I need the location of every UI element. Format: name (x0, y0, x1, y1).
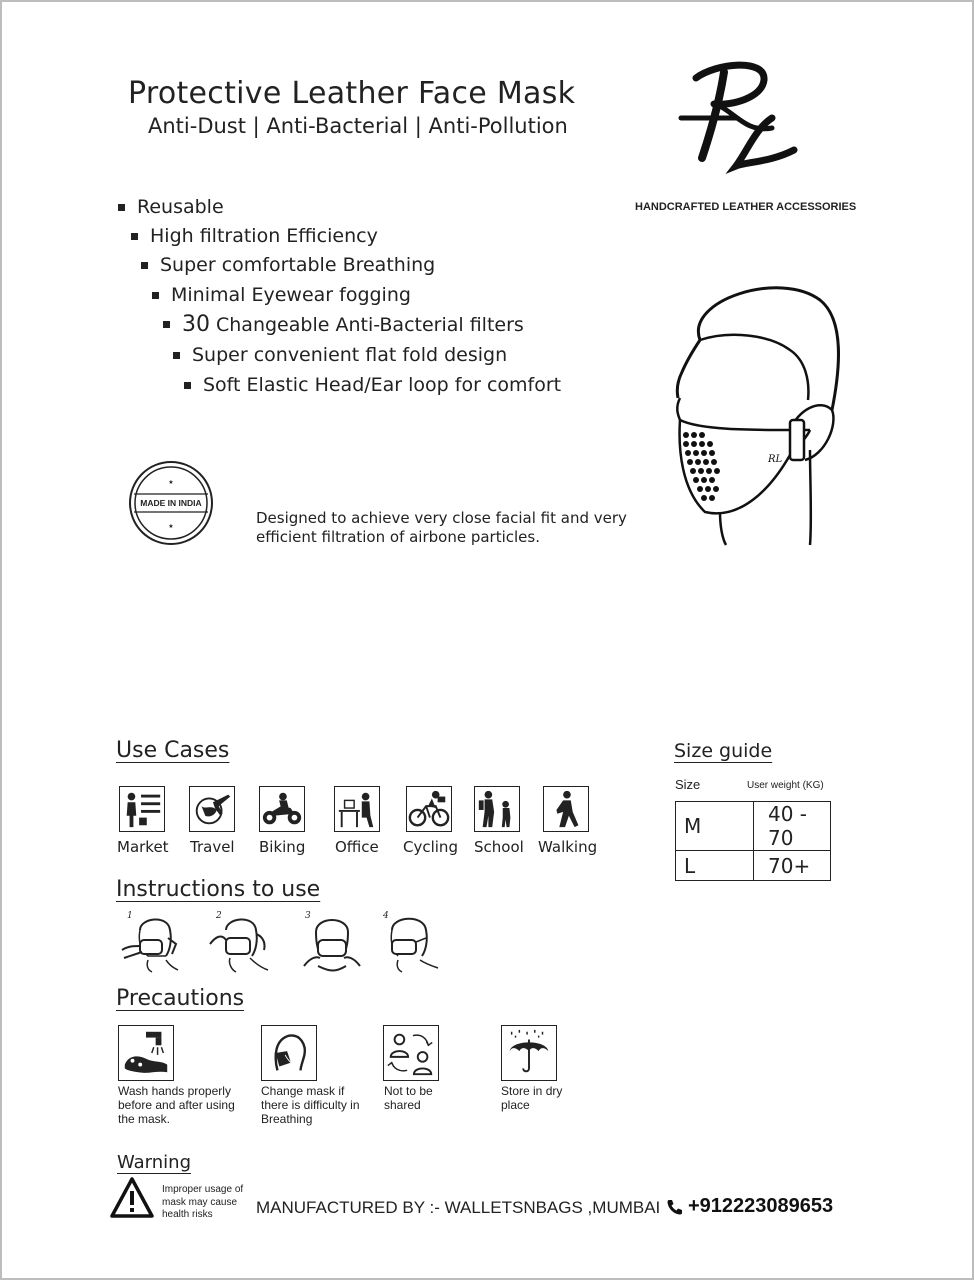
bullet-square-icon (131, 233, 138, 240)
phone-contact (666, 1195, 833, 1218)
instructions-heading: Instructions to use (116, 877, 321, 902)
use-case-label: Walking (538, 838, 598, 856)
feature-text: High filtration Efficiency (150, 225, 378, 247)
no-sharing-icon (383, 1025, 439, 1081)
brand-logo (676, 58, 806, 178)
feature-item (184, 374, 561, 396)
page-subtitle: Anti-Dust | Anti-Bacterial | Anti-Pollution (148, 114, 568, 138)
svg-text:★: ★ (168, 479, 174, 486)
feature-text: Changeable Anti-Bacterial filters (216, 313, 524, 336)
precaution-text: Wash hands properly before and after using the mask. (118, 1084, 235, 1126)
market-icon (119, 786, 165, 832)
use-case-label: Office (335, 838, 379, 856)
weight-cell: 40 - 70 (754, 802, 831, 851)
size-guide-heading: Size guide (674, 740, 773, 762)
feature-text: Super comfortable Breathing (160, 254, 436, 276)
svg-text:RL: RL (768, 454, 783, 465)
manufacturer-text: MANUFACTURED BY :- WALLETSNBAGS ,MUMBAI (256, 1198, 661, 1217)
table-row (676, 802, 831, 851)
step-number: 3 (305, 911, 311, 921)
page-title: Protective Leather Face Mask (128, 76, 576, 111)
use-cases-heading: Use Cases (116, 738, 230, 763)
feature-item (152, 284, 411, 306)
warning-triangle-icon (110, 1176, 154, 1220)
feature-item (131, 225, 378, 247)
feature-item (163, 312, 524, 337)
wash-hands-icon (118, 1025, 174, 1081)
weight-cell: 70+ (754, 851, 831, 881)
precaution-text: Change mask if there is difficulty in Breathing (261, 1084, 360, 1126)
face-mask-illustration (660, 280, 850, 550)
cycling-icon (406, 786, 452, 832)
biking-icon (259, 786, 305, 832)
use-case-label: School (474, 838, 524, 856)
made-in-india-seal (128, 460, 214, 546)
feature-text: Minimal Eyewear fogging (171, 284, 411, 306)
size-cell: M (676, 802, 754, 851)
step-number: 2 (216, 911, 222, 921)
phone-icon (666, 1198, 684, 1216)
bullet-square-icon (152, 292, 159, 299)
bullet-square-icon (118, 204, 125, 211)
instruction-step-2-icon (206, 910, 270, 974)
step-number: 1 (127, 911, 133, 921)
precautions-heading: Precautions (116, 986, 245, 1011)
phone-number: +912223089653 (688, 1195, 834, 1217)
size-column-header: Size (675, 777, 701, 792)
bullet-square-icon (141, 262, 148, 269)
description-text: Designed to achieve very close facial fit and very efficient filtration of airbone particles. (256, 509, 627, 546)
table-row (676, 851, 831, 881)
warning-heading: Warning (117, 1152, 192, 1173)
brand-tagline: HANDCRAFTED LEATHER ACCESSORIES (635, 201, 857, 213)
bullet-square-icon (163, 321, 170, 328)
warning-text: Improper usage of mask may cause health risks (162, 1184, 244, 1220)
use-case-label: Cycling (403, 838, 458, 856)
use-case-label: Market (117, 838, 169, 856)
weight-column-header: User weight (KG) (747, 780, 824, 791)
size-cell: L (676, 851, 754, 881)
instruction-step-4-icon (376, 910, 440, 974)
instruction-step-1-icon (118, 910, 182, 974)
walking-icon (543, 786, 589, 832)
school-icon (474, 786, 520, 832)
instruction-step-3-icon (300, 910, 364, 974)
feature-text: Soft Elastic Head/Ear loop for comfort (203, 374, 562, 396)
feature-text: Reusable (137, 196, 224, 218)
size-table (675, 801, 831, 881)
umbrella-icon (501, 1025, 557, 1081)
office-icon (334, 786, 380, 832)
svg-text:★: ★ (168, 523, 174, 530)
use-case-label: Biking (259, 838, 306, 856)
feature-item (118, 196, 224, 218)
seal-text: MADE IN INDIA (140, 498, 202, 508)
bullet-square-icon (184, 382, 191, 389)
use-case-label: Travel (190, 838, 235, 856)
bullet-square-icon (173, 352, 180, 359)
feature-text: Super convenient flat fold design (192, 344, 508, 366)
feature-item (173, 344, 507, 366)
change-mask-icon (261, 1025, 317, 1081)
precaution-text: Not to be shared (384, 1084, 433, 1112)
step-number: 4 (383, 911, 389, 921)
precaution-text: Store in dry place (501, 1084, 563, 1112)
feature-item (141, 254, 435, 276)
feature-count: 30 (182, 312, 210, 337)
travel-icon (189, 786, 235, 832)
